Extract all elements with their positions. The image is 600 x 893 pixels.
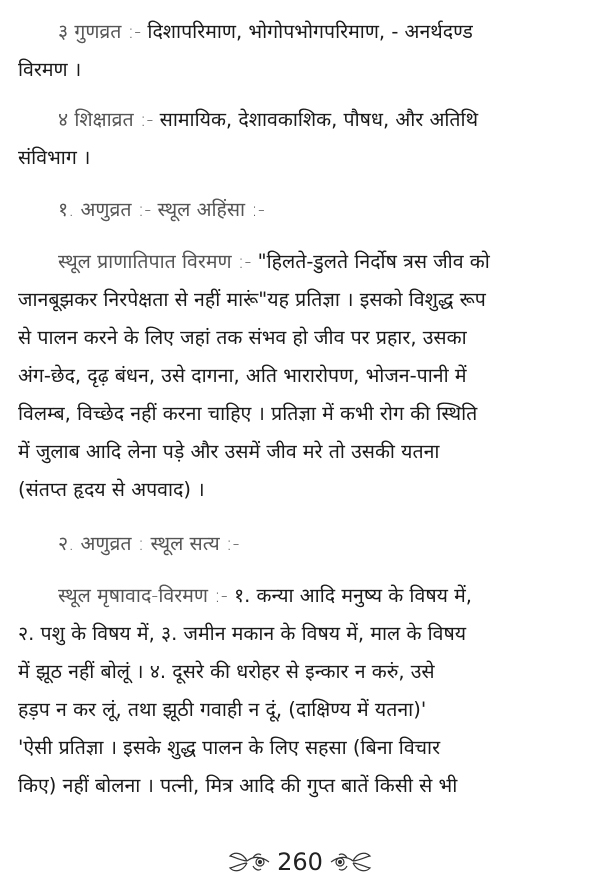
text-line-7: जानबूझकर निरपेक्षता से नहीं मारूं"यह प्रतिज्ञा । इसको विशुद्ध रूप [18,288,486,311]
floral-ornament-icon [329,847,373,877]
text-line-15: २. पशु के विषय में, ३. जमीन मकान के विषय में, माल के विषय [18,622,467,645]
text-line-19: किए) नहीं बोलना । पत्नी, मित्र आदि की गुप्त बातें किसी से भी [18,774,458,797]
section-heading-2: २. अणुव्रत : स्थूल सत्य :- [58,532,240,555]
text-line-17: हड़प न कर लूं, तथा झूठी गवाही न दूं, (दाक्षिण्य में यतना)' [18,698,427,721]
floral-ornament-icon [227,847,271,877]
text-line-1: ३ गुणव्रत :- दिशापरिमाण, भोगोपभोगपरिमाण, - अनर्थदण्ड [58,20,473,43]
page-footer [0,842,600,882]
text-line-18: 'ऐसी प्रतिज्ञा । इसके शुद्ध पालन के लिए सहसा (बिना विचार [18,736,441,759]
text-line-12: (संतप्त हृदय से अपवाद) । [18,478,205,501]
text-line-10: विलम्ब, विच्छेद नहीं करना चाहिए । प्रतिज्ञा में कभी रोग की स्थिति [18,402,478,425]
text-line-9: अंग-छेद, दृढ़ बंधन, उसे दागना, अति भारारोपण, भोजन-पानी में [18,364,467,387]
text-line-3: ४ शिक्षाव्रत :- सामायिक, देशावकाशिक, पौषध, और अतिथि [58,108,479,131]
section-heading-1: १. अणुव्रत :- स्थूल अहिंसा :- [58,198,265,221]
text-line-8: से पालन करने के लिए जहां तक संभव हो जीव पर प्रहार, उसका [18,326,467,349]
text-line-4: संविभाग । [18,146,91,169]
text-line-11: में जुलाब आदि लेना पड़े और उसमें जीव मरे तो उसकी यतना [18,440,440,463]
text-line-6: स्थूल प्राणातिपात विरमण :- "हिलते-डुलते निर्दोष त्रस जीव को [58,250,490,273]
text-line-2: विरमण । [18,58,82,81]
page-number: 260 [277,848,323,876]
text-line-16: में झूठ नहीं बोलूं । ४. दूसरे की धरोहर से इन्कार न करुं, उसे [18,660,435,683]
text-line-14: स्थूल मृषावाद-विरमण :- १. कन्या आदि मनुष्य के विषय में, [58,584,472,607]
